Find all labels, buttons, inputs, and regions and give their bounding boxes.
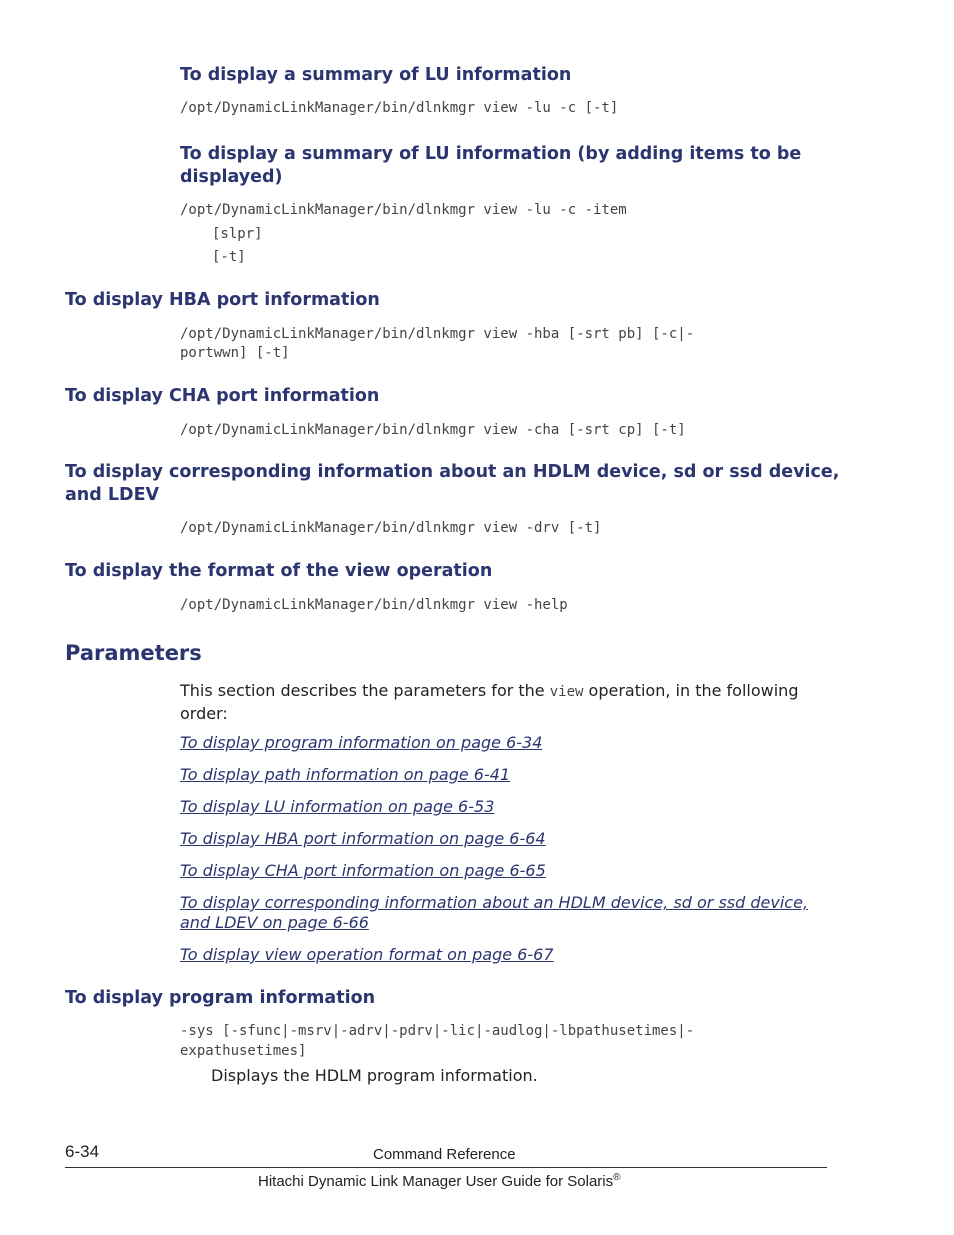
code-view-format: /opt/DynamicLinkManager/bin/dlnkmgr view -help [180, 597, 568, 613]
link-hba-port-info[interactable]: To display HBA port information on page 6-64 [180, 829, 546, 848]
heading-program-info: To display program information [65, 988, 376, 1008]
heading-line: displayed) [180, 167, 283, 187]
heading-line: and LDEV [65, 485, 160, 505]
parameters-intro [180, 680, 840, 724]
registered-mark: ® [613, 1172, 621, 1183]
intro-text: This section describes the parameters for the [180, 681, 550, 700]
footer-book-title [258, 1172, 621, 1190]
link-path-info[interactable]: To display path information on page 6-41 [180, 765, 511, 784]
page-number: 6-34 [65, 1142, 100, 1161]
link-lu-info[interactable]: To display LU information on page 6-53 [180, 797, 495, 816]
heading-hdlm-device [65, 461, 839, 507]
code-lu-summary: /opt/DynamicLinkManager/bin/dlnkmgr view -lu -c [-t] [180, 100, 619, 116]
code-lu-summary-items: /opt/DynamicLinkManager/bin/dlnkmgr view -lu -c -item [180, 202, 627, 218]
heading-lu-summary: To display a summary of LU information [180, 65, 572, 85]
code-program-info-line1: -sys [-sfunc|-msrv|-adrv|-pdrv|-lic|-audlog|-lbpathusetimes|- [180, 1023, 695, 1039]
intro-text-after: operation, in the following [583, 681, 799, 700]
heading-line: To display corresponding information about an HDLM device, sd or ssd device, [65, 462, 840, 482]
footer-chapter: Command Reference [373, 1146, 516, 1163]
heading-lu-summary-items [180, 143, 801, 189]
link-hdlm-device-info[interactable] [180, 893, 808, 933]
intro-code-view: view [549, 684, 584, 700]
code-program-info-line2: expathusetimes] [180, 1043, 307, 1059]
code-cha-port: /opt/DynamicLinkManager/bin/dlnkmgr view -cha [-srt cp] [-t] [180, 422, 686, 438]
intro-text-line2: order: [180, 704, 228, 723]
book-title-text: Hitachi Dynamic Link Manager User Guide for Solaris [258, 1173, 614, 1190]
heading-cha-port: To display CHA port information [65, 386, 380, 406]
code-lu-summary-items-t: [-t] [212, 249, 246, 265]
footer-divider [65, 1167, 827, 1168]
link-cha-port-info[interactable]: To display CHA port information on page 6-65 [180, 861, 546, 880]
code-hdlm-device: /opt/DynamicLinkManager/bin/dlnkmgr view -drv [-t] [180, 520, 602, 536]
parameters-heading: Parameters [65, 641, 202, 665]
link-program-info[interactable]: To display program information on page 6-34 [180, 733, 543, 752]
link-line[interactable]: To display corresponding information about an HDLM device, sd or ssd device, [180, 893, 809, 912]
heading-hba-port: To display HBA port information [65, 290, 380, 310]
code-hba-port-line2: portwwn] [-t] [180, 345, 290, 361]
heading-view-format: To display the format of the view operation [65, 561, 493, 581]
code-hba-port-line1: /opt/DynamicLinkManager/bin/dlnkmgr view -hba [-srt pb] [-c|- [180, 326, 695, 342]
heading-line: To display a summary of LU information (by adding items to be [180, 144, 802, 164]
link-view-format[interactable]: To display view operation format on page 6-67 [180, 945, 554, 964]
link-line[interactable]: and LDEV on page 6-66 [180, 913, 369, 932]
code-lu-summary-items-slpr: [slpr] [212, 226, 263, 242]
program-info-description: Displays the HDLM program information. [211, 1066, 538, 1085]
